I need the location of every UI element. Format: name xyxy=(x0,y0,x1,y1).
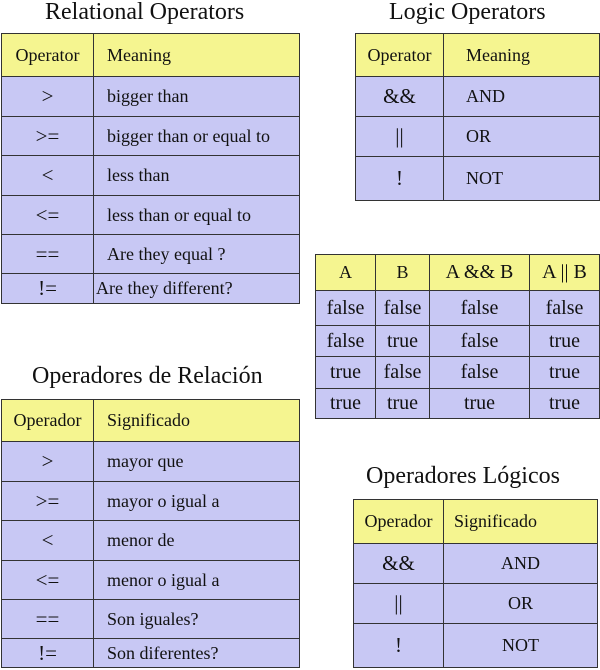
truth-header-b: B xyxy=(376,255,430,291)
truth-cell: false xyxy=(316,291,376,326)
relacion-meaning: menor de xyxy=(94,521,300,561)
relacion-op: == xyxy=(2,600,94,639)
relacion-op: <= xyxy=(2,561,94,600)
relational-op: <= xyxy=(2,196,94,235)
logicos-op: && xyxy=(354,544,444,584)
logicos-meaning: OR xyxy=(444,584,598,624)
relacion-title: Operadores de Relación xyxy=(32,363,263,389)
relacion-header-operator: Operador xyxy=(2,400,94,442)
truth-cell: true xyxy=(530,389,600,419)
logic-title: Logic Operators xyxy=(389,0,546,25)
relacion-op: != xyxy=(2,639,94,668)
relational-title: Relational Operators xyxy=(45,0,245,25)
truth-header-or: A || B xyxy=(530,255,600,291)
truth-cell: false xyxy=(530,291,600,326)
relacion-meaning: menor o igual a xyxy=(94,561,300,600)
relational-op: >= xyxy=(2,117,94,156)
logicos-table xyxy=(353,499,598,668)
truth-cell: false xyxy=(430,357,530,389)
truth-cell: false xyxy=(316,326,376,357)
truth-cell: false xyxy=(430,326,530,357)
relational-op: < xyxy=(2,156,94,196)
truth-cell: true xyxy=(316,357,376,389)
relational-header-operator: Operator xyxy=(2,34,94,77)
relacion-meaning: mayor que xyxy=(94,442,300,482)
relational-op: == xyxy=(2,235,94,274)
logicos-header-meaning: Significado xyxy=(444,500,598,544)
logic-header-meaning: Meaning xyxy=(444,34,600,77)
logicos-title: Operadores Lógicos xyxy=(366,463,560,489)
relacion-table xyxy=(1,399,300,668)
truth-header-a: A xyxy=(316,255,376,291)
relacion-op: < xyxy=(2,521,94,561)
relacion-meaning: Son diferentes? xyxy=(94,639,300,668)
logic-op: && xyxy=(356,77,444,117)
truth-cell: true xyxy=(530,326,600,357)
relational-meaning: Are they equal ? xyxy=(94,235,300,274)
truth-cell: true xyxy=(376,326,430,357)
logic-op: ! xyxy=(356,157,444,201)
relacion-op: > xyxy=(2,442,94,482)
truth-cell: false xyxy=(376,357,430,389)
relational-meaning: less than or equal to xyxy=(94,196,300,235)
logicos-meaning: NOT xyxy=(444,624,598,668)
logicos-op: ! xyxy=(354,624,444,668)
relational-meaning: less than xyxy=(94,156,300,196)
truth-cell: false xyxy=(430,291,530,326)
relational-meaning: bigger than or equal to xyxy=(94,117,300,156)
logic-table xyxy=(355,33,600,201)
relational-header-meaning: Meaning xyxy=(94,34,300,77)
relacion-op: >= xyxy=(2,482,94,521)
relacion-meaning: Son iguales? xyxy=(94,600,300,639)
truth-cell: true xyxy=(316,389,376,419)
relational-meaning: Are they different? xyxy=(94,274,300,304)
truth-table xyxy=(315,254,600,419)
relational-op: > xyxy=(2,77,94,117)
relacion-header-meaning: Significado xyxy=(94,400,300,442)
truth-cell: true xyxy=(376,389,430,419)
truth-cell: true xyxy=(430,389,530,419)
logic-header-operator: Operator xyxy=(356,34,444,77)
truth-cell: false xyxy=(376,291,430,326)
relational-op: != xyxy=(2,274,94,304)
relational-table xyxy=(1,33,300,304)
logicos-op: || xyxy=(354,584,444,624)
logicos-header-operator: Operador xyxy=(354,500,444,544)
logicos-meaning: AND xyxy=(444,544,598,584)
relacion-meaning: mayor o igual a xyxy=(94,482,300,521)
logic-meaning: AND xyxy=(444,77,600,117)
logic-meaning: OR xyxy=(444,117,600,157)
truth-cell: true xyxy=(530,357,600,389)
logic-meaning: NOT xyxy=(444,157,600,201)
relational-meaning: bigger than xyxy=(94,77,300,117)
logic-op: || xyxy=(356,117,444,157)
truth-header-and: A && B xyxy=(430,255,530,291)
